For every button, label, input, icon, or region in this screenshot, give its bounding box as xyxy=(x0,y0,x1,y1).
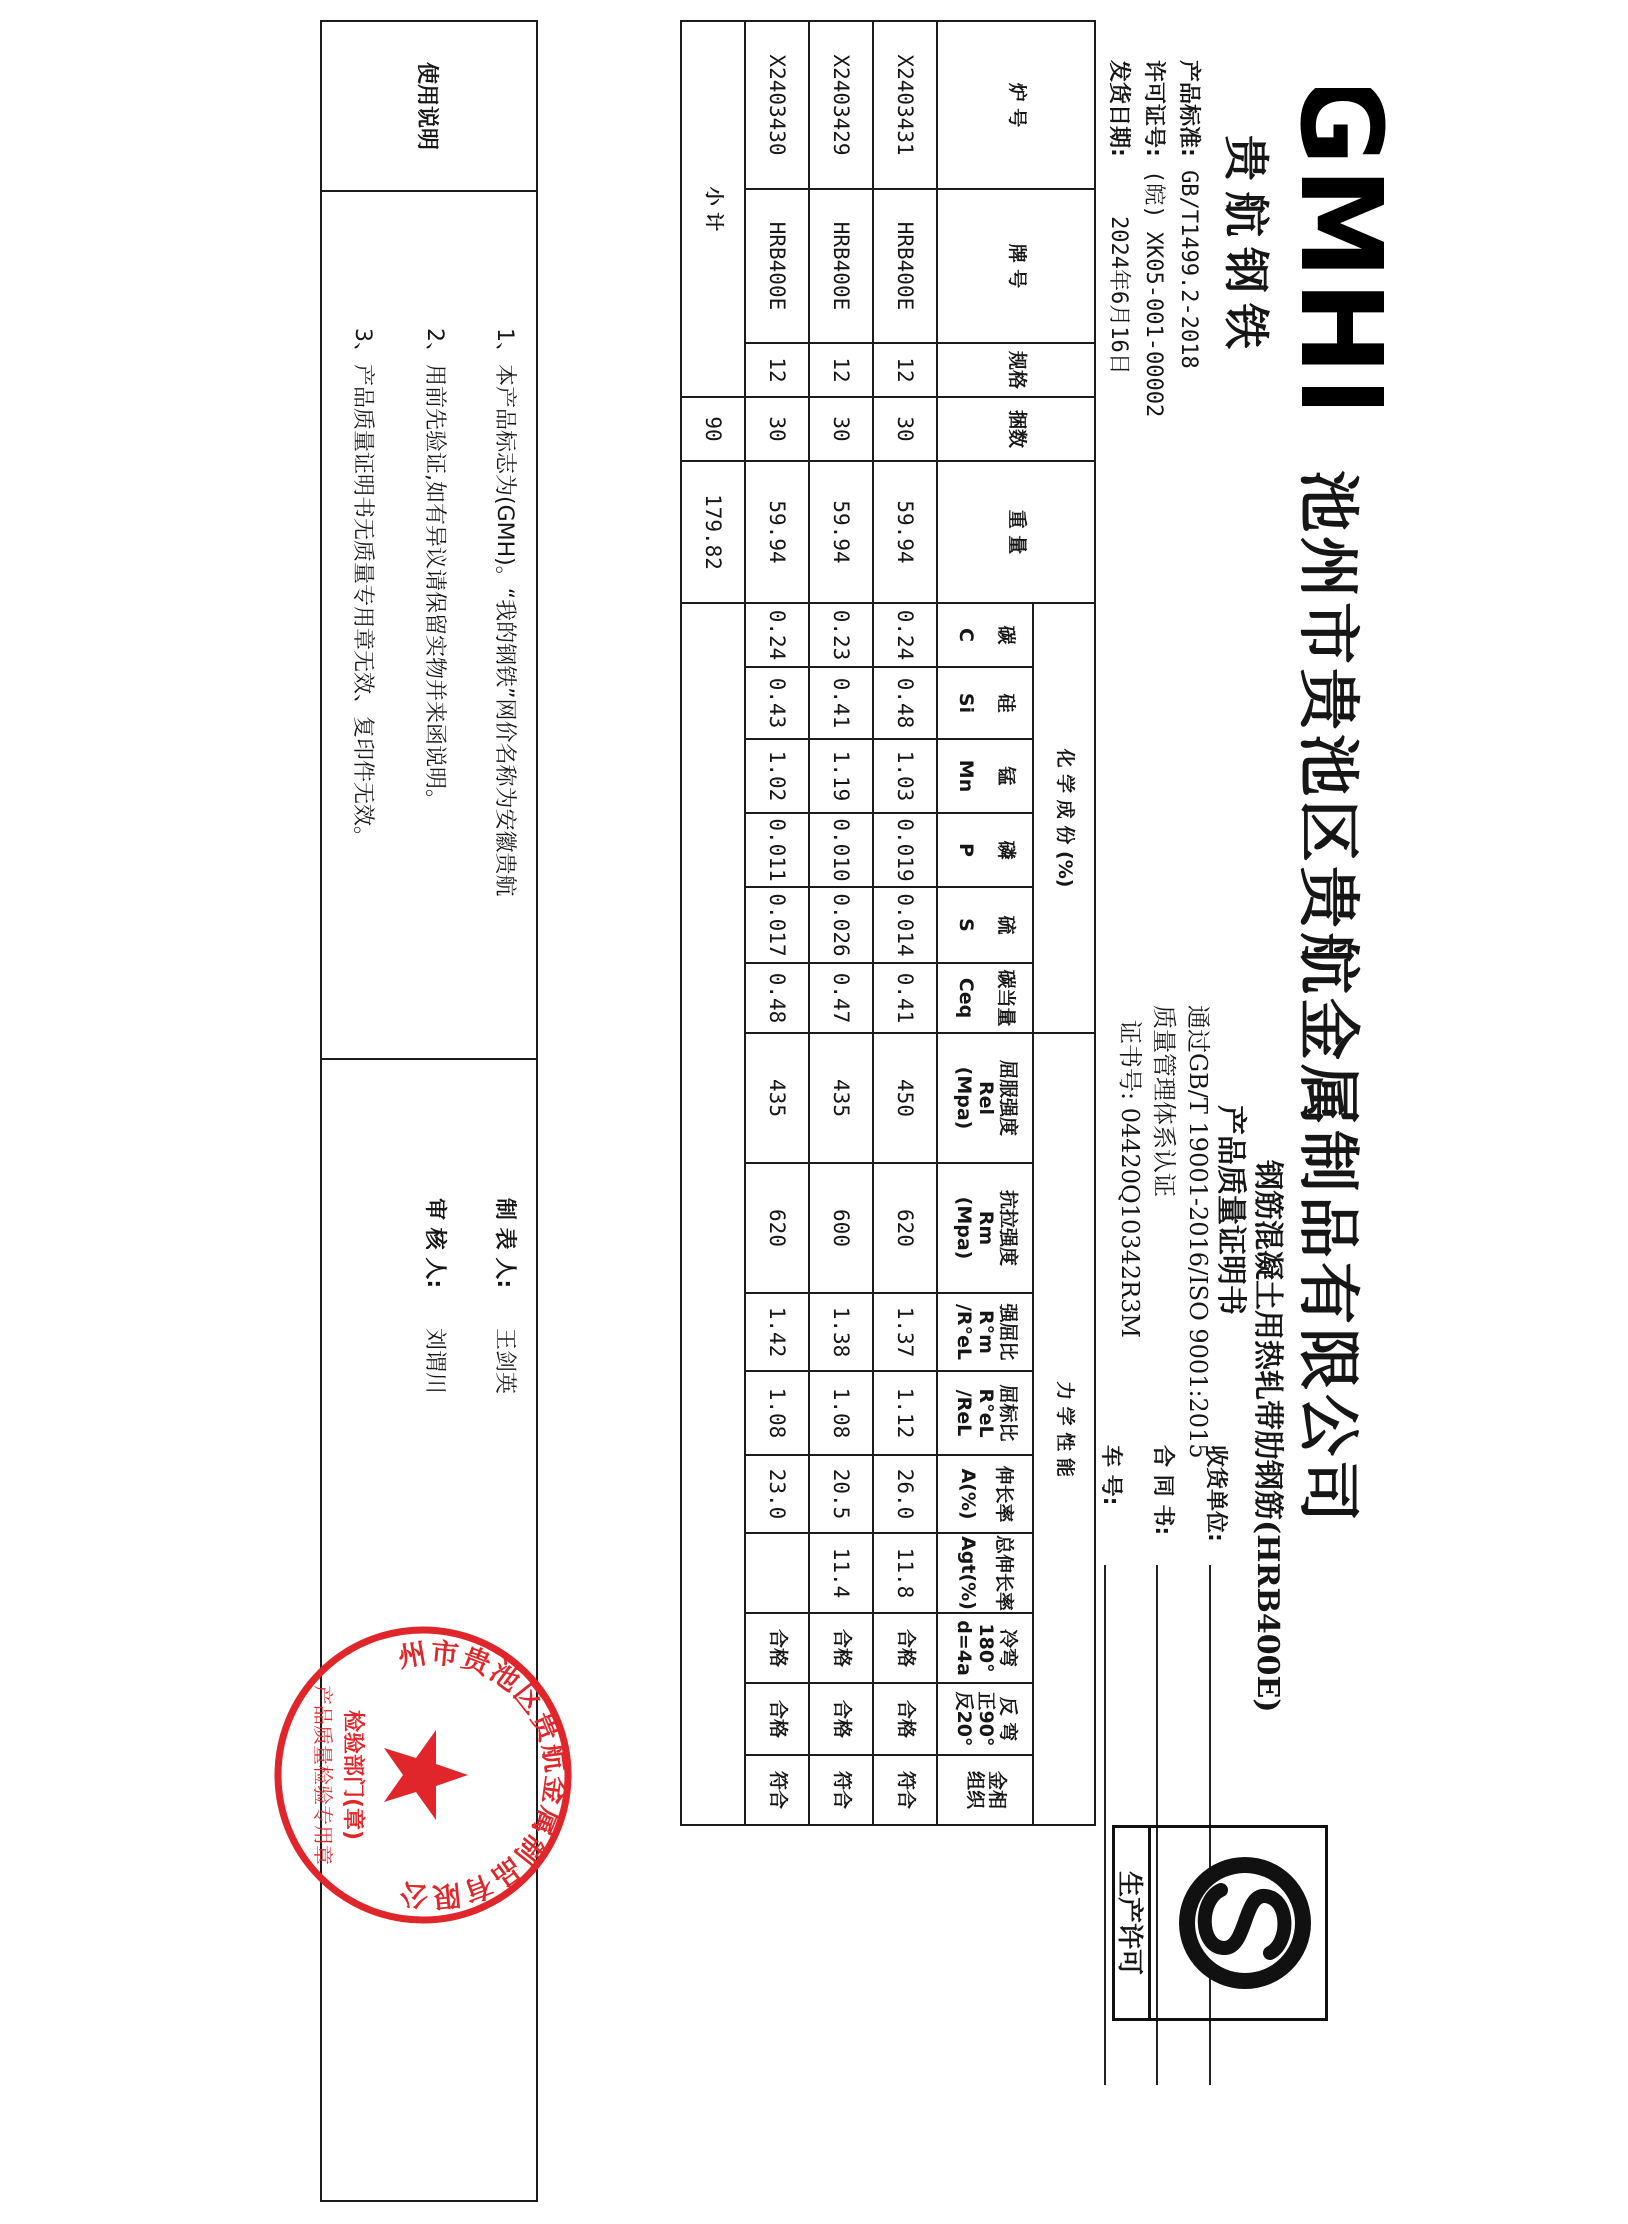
seal-bottom-text: 产品质量检验专用章 xyxy=(311,1685,335,1865)
reviewer-label: 审 核 人: xyxy=(422,1198,447,1289)
production-license-logo xyxy=(1112,1825,1328,2021)
table-row xyxy=(809,21,873,1825)
cell-c: 0.24 xyxy=(745,603,809,667)
cell-heat-no: X2403429 xyxy=(809,21,873,189)
cell-bundles: 30 xyxy=(809,397,873,461)
contract-label: 合 同 书: xyxy=(1150,1445,1175,1536)
header-p: 磷 P xyxy=(937,813,1033,887)
cert-line-2: 质量管理体系认证 xyxy=(1150,1005,1178,1197)
cell-c: 0.24 xyxy=(873,603,937,667)
cell-ceq: 0.47 xyxy=(809,963,873,1033)
cell-spec: 12 xyxy=(873,343,937,397)
header-heat-no: 炉 号 xyxy=(937,21,1095,189)
standard-value: GB/T1499.2-2018 xyxy=(1176,170,1201,369)
cert-line-3: 证书号: 04420Q10342R3M xyxy=(1116,1020,1144,1338)
seal-inner-text: 检验部门(章) xyxy=(340,1709,365,1841)
cell-rel: 435 xyxy=(745,1033,809,1163)
cell-mn: 1.02 xyxy=(745,739,809,813)
cell-p: 0.011 xyxy=(745,813,809,887)
brand-logo xyxy=(1282,88,1402,406)
ship-date-label: 发货日期: xyxy=(1106,60,1131,157)
subtotal-bundles: 90 xyxy=(681,397,745,461)
maker-name: 王剑英 xyxy=(492,1328,517,1395)
cell-p: 0.010 xyxy=(809,813,873,887)
license-value: (皖) XK05-001-00002 xyxy=(1141,170,1166,418)
cell-weight: 59.94 xyxy=(745,461,809,603)
maker-label: 制 表 人: xyxy=(492,1198,517,1289)
cell-metallography: 符合 xyxy=(809,1755,873,1825)
cell-rm: 620 xyxy=(873,1163,937,1293)
header-yield-strength: 屈服强度 Rel (Mpa) xyxy=(937,1033,1033,1163)
cell-strength-ratio: 1.37 xyxy=(873,1293,937,1371)
header-bundles: 捆数 xyxy=(937,397,1095,461)
header-c: 碳 C xyxy=(937,603,1033,667)
header-chem-group: 化 学 成 份 (%) xyxy=(1033,603,1095,1033)
cell-cold-bend: 合格 xyxy=(809,1613,873,1683)
table-row xyxy=(873,21,937,1825)
product-title: 钢筋混凝土用热轧带肋钢筋(HRB400E) xyxy=(1250,1160,1285,1713)
quality-seal xyxy=(268,1620,578,1930)
cell-weight: 59.94 xyxy=(873,461,937,603)
cell-grade: HRB400E xyxy=(873,189,937,343)
cell-si: 0.48 xyxy=(873,667,937,739)
cell-si: 0.43 xyxy=(745,667,809,739)
cell-cold-bend: 合格 xyxy=(873,1613,937,1683)
cell-heat-no: X2403431 xyxy=(873,21,937,189)
seal-text: 州市贵池区贵航金属制品有限公 xyxy=(395,1636,573,1914)
cell-rebend: 合格 xyxy=(745,1683,809,1755)
cell-rebend: 合格 xyxy=(809,1683,873,1755)
usage-notes-label: 使用说明 xyxy=(320,20,538,192)
cell-agt: 11.4 xyxy=(809,1533,873,1613)
note-line-1: 1、本产品标志为(GMH)。“我的钢铁”网价名称为安徽贵航 xyxy=(492,328,517,897)
header-si: 硅 Si xyxy=(937,667,1033,739)
header-tensile-strength: 抗拉强度 Rm (Mpa) xyxy=(937,1163,1033,1293)
cell-elongation: 23.0 xyxy=(745,1455,809,1533)
cell-s: 0.026 xyxy=(809,887,873,963)
brand-logo-text: GMHI xyxy=(1282,88,1402,406)
subtotal-weight: 179.82 xyxy=(681,461,745,603)
cell-rel: 435 xyxy=(809,1033,873,1163)
brand-name: 贵航钢铁 xyxy=(1219,135,1273,359)
header-mn: 锰 Mn xyxy=(937,739,1033,813)
cell-rebend: 合格 xyxy=(873,1683,937,1755)
subtotal-label: 小 计 xyxy=(681,21,745,397)
cell-ceq: 0.41 xyxy=(873,963,937,1033)
header-grade: 牌 号 xyxy=(937,189,1095,343)
cell-metallography: 符合 xyxy=(745,1755,809,1825)
header-strength-ratio: 强屈比 R°m /R°eL xyxy=(937,1293,1033,1371)
note-divider xyxy=(322,1058,536,1060)
qs-s-icon xyxy=(1155,1828,1325,2018)
cell-spec: 12 xyxy=(809,343,873,397)
cert-line-1: 通过GB/T 19001-2016/ISO 9001:2015 xyxy=(1184,1005,1212,1459)
cell-agt: 11.8 xyxy=(873,1533,937,1613)
header-s: 硫 S xyxy=(937,887,1033,963)
cell-ceq: 0.48 xyxy=(745,963,809,1033)
cell-cold-bend: 合格 xyxy=(745,1613,809,1683)
cell-yield-ratio: 1.12 xyxy=(873,1371,937,1455)
cell-heat-no: X2403430 xyxy=(745,21,809,189)
cell-bundles: 30 xyxy=(745,397,809,461)
header-spec: 规格 xyxy=(937,343,1095,397)
cell-mn: 1.03 xyxy=(873,739,937,813)
header-rebend: 反 弯 正90° 反20° xyxy=(937,1683,1033,1755)
cell-c: 0.23 xyxy=(809,603,873,667)
table-row xyxy=(745,21,809,1825)
cell-metallography: 符合 xyxy=(873,1755,937,1825)
cell-s: 0.014 xyxy=(873,887,937,963)
subtotal-row xyxy=(681,21,745,1825)
ship-date-line xyxy=(1105,60,1136,375)
production-license-badge: 生产许可 xyxy=(1110,1828,1151,2018)
header-metallography: 金相 组织 xyxy=(937,1755,1033,1825)
cell-rel: 450 xyxy=(873,1033,937,1163)
cell-strength-ratio: 1.42 xyxy=(745,1293,809,1371)
header-yield-ratio: 屈标比 R°eL /ReL xyxy=(937,1371,1033,1455)
note-line-2: 2、用前先验证,如有异议请保留实物并来函说明。 xyxy=(422,328,447,811)
header-cold-bend: 冷弯 180° d=4a xyxy=(937,1613,1033,1683)
cell-weight: 59.94 xyxy=(809,461,873,603)
cell-grade: HRB400E xyxy=(745,189,809,343)
header-total-elongation: 总伸长率 Agt(%) xyxy=(937,1533,1033,1613)
star-icon xyxy=(384,1730,468,1820)
cell-p: 0.019 xyxy=(873,813,937,887)
header-ceq: 碳当量 Ceq xyxy=(937,963,1033,1033)
cell-strength-ratio: 1.38 xyxy=(809,1293,873,1371)
note-line-3: 3、产品质量证明书无质量专用章无效、复印件无效。 xyxy=(350,328,375,848)
reviewer-name: 刘谓川 xyxy=(422,1328,447,1395)
license-label: 许可证号: xyxy=(1141,60,1166,157)
car-label: 车 号: xyxy=(1098,1445,1123,1506)
ship-date-value: 2024年6月16日 xyxy=(1106,216,1131,375)
cell-yield-ratio: 1.08 xyxy=(809,1371,873,1455)
standard-label: 产品标准: xyxy=(1176,60,1201,157)
cell-rm: 600 xyxy=(809,1163,873,1293)
receiver-label: 收货单位: xyxy=(1203,1445,1228,1542)
cell-si: 0.41 xyxy=(809,667,873,739)
company-name: 池州市贵池区贵航金属制品有限公司 xyxy=(1292,470,1365,1527)
cell-elongation: 26.0 xyxy=(873,1455,937,1533)
header-elongation: 伸长率 A(%) xyxy=(937,1455,1033,1533)
cell-spec: 12 xyxy=(745,343,809,397)
cell-mn: 1.19 xyxy=(809,739,873,813)
cell-elongation: 20.5 xyxy=(809,1455,873,1533)
cell-rm: 620 xyxy=(745,1163,809,1293)
standard-line xyxy=(1175,60,1206,369)
header-mech-group: 力 学 性 能 xyxy=(1033,1033,1095,1825)
quality-table xyxy=(680,20,1096,1826)
cell-bundles: 30 xyxy=(873,397,937,461)
doc-title: 产品质量证明书 xyxy=(1213,1105,1248,1315)
cell-s: 0.017 xyxy=(745,887,809,963)
cell-agt xyxy=(745,1533,809,1613)
cell-grade: HRB400E xyxy=(809,189,873,343)
license-line xyxy=(1140,60,1171,417)
subtotal-empty xyxy=(681,603,745,1825)
header-weight: 重 量 xyxy=(937,461,1095,603)
cell-yield-ratio: 1.08 xyxy=(745,1371,809,1455)
